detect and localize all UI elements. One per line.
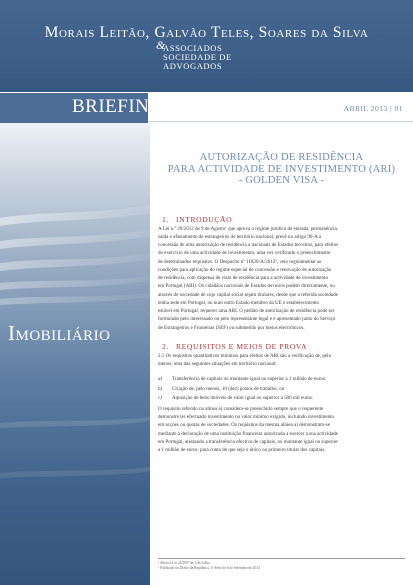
document-title	[158, 152, 405, 187]
issue-date: ABRIL 2013	[343, 104, 388, 113]
paragraph-line: A Lei n.º 29/2012 de 9 de Agosto¹ que aprova o regime jurídico de entrada, permanência,	[158, 225, 338, 232]
paragraph-line: concessão de uma autorização de residência a nacionais de Estados terceiros, para efeitos	[158, 242, 339, 248]
associates-line-3: ADVOGADOS	[163, 61, 223, 71]
list-item-text: Transferência de capitais no montante igual ou superior a 1 milhão de euros;	[172, 376, 327, 383]
associates-line-1: ASSOCIADOS	[163, 43, 223, 53]
paragraph-line: de determinados requisitos. O Despacho nº 11820-A/2012², veio regulamentar as	[158, 258, 322, 265]
date-page-indicator	[344, 104, 403, 113]
header-banner	[0, 0, 413, 92]
paragraph-line: formulado pelo interessado ou pelo representante legal e é apresentado junto do Serviço	[158, 316, 336, 323]
paragraph-line: menos, uma das seguintes situações em território nacional:	[158, 361, 277, 367]
paragraph-line: de Estrangeiros e Fronteiras (SEF) ou submetido por meios electrónicos.	[158, 324, 305, 331]
footnote: ² Publicado no Diário da República, 2ª Série de 6 de Setembro de 2012	[158, 566, 260, 570]
requisitos-list	[158, 375, 405, 404]
section-heading-text: INTRODUÇÃO	[176, 214, 233, 224]
list-item	[158, 375, 405, 385]
title-line: PARA ACTIVIDADE DE INVESTIMENTO (ARI)	[167, 163, 396, 175]
section-requisitos	[158, 342, 405, 455]
footnotes	[158, 558, 405, 571]
paragraph-line: de residência, com dispensa de visto de residência para a actividade de investimento	[158, 275, 328, 281]
list-marker: c)	[158, 395, 162, 402]
section-introducao	[158, 215, 405, 332]
title-line: - GOLDEN VISA -	[238, 175, 325, 186]
paragraph-line: em Portugal, atestando a transferência efectiva de capitais, no montante igual ou superior	[158, 438, 338, 445]
paragraph-line: O requisito referido na alínea a) considera-se preenchido sempre que o requerente	[158, 405, 324, 412]
paragraph-line: a 1 milhão de euros, para conta de que seja o único ou primeiro titular dos capitais,	[158, 447, 326, 453]
paragraph-line: condições para aplicação do regime especial de concessão e renovação de autorização	[158, 266, 332, 273]
date-separator: |	[390, 104, 393, 113]
paragraph-line: em Portugal (ARI). Os cidadãos nacionais de Estados terceiros podem directamente, ou	[158, 283, 335, 290]
section-number: 2.	[162, 341, 169, 351]
paragraph-line: 2.1 Os requisitos quantitativos mínimos para efeitos de ARI são a verificação de, pelo	[158, 352, 332, 359]
paragraph-line: estável em Portugal, requerer uma ARI. O pedido de autorização de residência pode ser	[158, 308, 335, 314]
paragraph-line: em acções ou quotas de sociedades. Os requisitos da mesma alínea a) demonstram-se	[158, 422, 330, 429]
list-item-text: Criação de, pelo menos, 10 (dez) postos de trabalho; ou	[172, 385, 285, 392]
paragraph-line: demonstre ter efectuado investimento no valor mínimo exigido, incluindo investimento	[158, 414, 335, 420]
section-panel	[0, 123, 150, 585]
section-number: 1.	[162, 214, 169, 224]
briefing-label: BRIEFING	[0, 93, 148, 123]
footnote: ¹ Altera a Lei 23/2007 de 4 de Julho.	[158, 561, 211, 565]
paragraph-line: do exercício de uma actividade de investimento, uma vez verificado o preenchimento	[158, 250, 331, 257]
paragraph-line: tenha sede em Portugal, ou num outro Estado membro da UE e estabelecimento	[158, 299, 320, 306]
decorative-waves-image	[0, 123, 150, 585]
firm-name: Morais Leitão, Galvão Teles, Soares da Silva	[44, 24, 369, 41]
section-heading	[162, 342, 405, 351]
list-item	[158, 385, 405, 395]
associates-block	[156, 38, 232, 71]
list-marker: a)	[158, 376, 163, 383]
list-marker: b)	[158, 385, 163, 392]
ampersand-mark: &	[156, 38, 166, 52]
title-line: AUTORIZAÇÃO DE RESIDÊNCIA	[199, 152, 364, 163]
list-item	[158, 394, 405, 404]
paragraph-line: saída e afastamento de estrangeiros do território nacional, prevê no artigo 90-A a	[158, 233, 321, 240]
requisitos-paragraph	[158, 405, 405, 455]
section-heading	[162, 215, 405, 224]
paragraph-line: mediante a declaração de uma instituição financeira autorizada a exercer a sua actividade	[158, 430, 338, 437]
section-title: Imobiliário	[8, 321, 111, 345]
associates-line-2: SOCIEDADE DE	[163, 52, 232, 62]
requisitos-intro	[158, 352, 405, 369]
main-content	[158, 123, 405, 454]
section-heading-text: REQUISITOS E MEIOS DE PROVA	[176, 341, 308, 351]
list-item-text: Aquisição de bens imóveis de valor igual ou superior a 500 mil euros.	[172, 395, 314, 402]
intro-paragraph	[158, 225, 405, 332]
page-number: 01	[394, 104, 403, 113]
paragraph-line: através de sociedade de cujo capital social sejam titulares, desde que a referida sociedade	[158, 291, 338, 298]
